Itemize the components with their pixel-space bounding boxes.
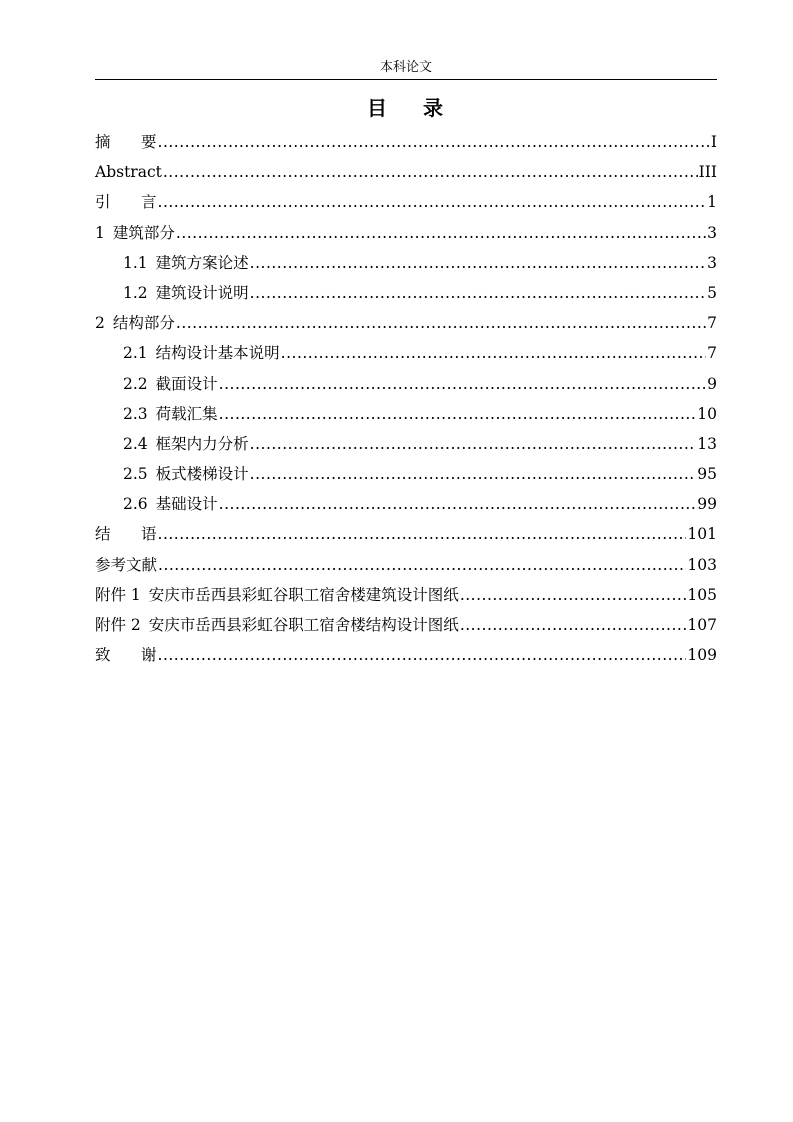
dot-leader xyxy=(158,187,707,217)
toc-entry-text-second: 语 xyxy=(141,525,157,544)
dot-leader xyxy=(158,550,686,580)
toc-entry-text: 板式楼梯设计 xyxy=(155,465,249,484)
toc-entry-page-number: 107 xyxy=(687,616,717,634)
toc-entry-label xyxy=(95,308,175,338)
toc-entry-text-first: 结 xyxy=(95,525,111,544)
toc-entry-text-second: 谢 xyxy=(141,646,157,665)
toc-entry-number: 2.6 xyxy=(123,495,148,514)
toc-entry-text: 安庆市岳西县彩虹谷职工宿舍楼建筑设计图纸 xyxy=(148,585,459,604)
toc-entry-number: 2.5 xyxy=(123,465,148,484)
toc-entry[interactable] xyxy=(95,429,717,459)
toc-entry-number: 1.2 xyxy=(123,283,148,302)
toc-title-left: 目 xyxy=(367,96,389,120)
toc-entry-text-first: 引 xyxy=(95,193,111,212)
toc-entry-text: Abstract xyxy=(95,163,162,182)
toc-entry[interactable] xyxy=(95,489,717,519)
toc-entry-label xyxy=(123,429,249,459)
toc-entry-label xyxy=(95,187,157,217)
toc-entry-page-number: 13 xyxy=(697,434,717,453)
toc-entry-number: 2 xyxy=(95,314,105,333)
dot-leader xyxy=(219,369,706,399)
dot-leader xyxy=(158,640,687,670)
header-rule xyxy=(95,79,717,80)
toc-entry-label xyxy=(123,399,218,429)
toc-entry-text: 建筑方案论述 xyxy=(155,253,249,272)
toc-entry[interactable] xyxy=(95,369,717,399)
toc-entry-number: 1 xyxy=(95,223,105,242)
toc-entry-number: 2.4 xyxy=(123,434,148,453)
toc-entry-label xyxy=(123,278,249,308)
toc-entry-text: 截面设计 xyxy=(155,374,218,393)
toc-entry-text: 基础设计 xyxy=(155,495,218,514)
toc-entry-number: 1.1 xyxy=(123,253,148,272)
toc-entry-label xyxy=(123,369,218,399)
toc-entry-page-number: 1 xyxy=(707,193,717,212)
dot-leader xyxy=(176,308,706,338)
toc-entry-page-number: 7 xyxy=(707,314,717,333)
toc-entry-label xyxy=(95,157,162,187)
dot-leader xyxy=(460,580,687,610)
toc-entry-number: 附件 1 xyxy=(95,585,141,604)
toc-entry-text: 建筑部分 xyxy=(112,223,175,242)
toc-entry-page-number: I xyxy=(710,133,717,151)
toc-entry-page-number: 3 xyxy=(707,223,717,242)
dot-leader xyxy=(250,459,697,489)
toc-entry-page-number: 10 xyxy=(697,404,717,423)
toc-entry-text: 荷载汇集 xyxy=(155,404,218,423)
toc-entry-number: 2.3 xyxy=(123,404,148,423)
dot-leader xyxy=(281,338,706,368)
dot-leader xyxy=(250,429,697,459)
toc-entry-page-number: 101 xyxy=(687,525,717,544)
toc-entry-label xyxy=(123,338,280,368)
toc-entry-text: 参考文献 xyxy=(95,555,158,574)
toc-entry-number: 2.1 xyxy=(123,344,148,363)
toc-entry-page-number: 5 xyxy=(707,283,717,302)
toc-entry-text: 结构部分 xyxy=(112,314,175,333)
toc-entry-page-number: 105 xyxy=(687,585,717,604)
toc-entry-number: 附件 2 xyxy=(95,616,141,634)
toc-entry[interactable] xyxy=(95,399,717,429)
toc-entry[interactable] xyxy=(95,308,717,338)
dot-leader xyxy=(250,248,706,278)
toc-entry-page-number: 3 xyxy=(707,253,717,272)
running-header: 本科论文 xyxy=(379,60,432,75)
toc-entry-label xyxy=(123,459,249,489)
toc-entry[interactable] xyxy=(95,248,717,278)
toc-entry[interactable] xyxy=(95,580,717,610)
toc-entry-text: 安庆市岳西县彩虹谷职工宿舍楼结构设计图纸 xyxy=(148,616,459,634)
toc-title-right: 录 xyxy=(423,96,445,120)
dot-leader xyxy=(250,278,706,308)
toc-entry[interactable] xyxy=(95,610,717,640)
toc-title xyxy=(95,94,717,122)
toc-entry-page-number: 109 xyxy=(687,646,717,665)
toc-entry-page-number: 9 xyxy=(707,374,717,393)
toc-entry-label xyxy=(95,218,175,248)
toc-entry[interactable] xyxy=(95,187,717,217)
dot-leader xyxy=(158,519,687,549)
toc-entry-label xyxy=(95,610,459,640)
toc-entry[interactable] xyxy=(95,459,717,489)
toc-entry-text-second: 要 xyxy=(141,133,157,151)
toc-entry-label xyxy=(95,127,157,157)
toc-entry[interactable] xyxy=(95,127,717,157)
toc-entry-label xyxy=(95,550,157,580)
toc-entry-page-number: III xyxy=(698,163,717,182)
toc-entry[interactable] xyxy=(95,218,717,248)
toc-entry-label xyxy=(95,519,157,549)
dot-leader xyxy=(219,399,697,429)
dot-leader xyxy=(158,127,710,157)
toc-entry-text: 结构设计基本说明 xyxy=(155,344,280,363)
toc-entry[interactable] xyxy=(95,157,717,187)
dot-leader xyxy=(219,489,697,519)
dot-leader xyxy=(163,157,698,187)
toc-entry-text: 建筑设计说明 xyxy=(155,283,249,302)
table-of-contents xyxy=(95,127,717,670)
toc-entry-page-number: 7 xyxy=(707,344,717,363)
toc-entry-page-number: 95 xyxy=(697,465,717,484)
toc-entry-text-first: 致 xyxy=(95,646,111,665)
toc-entry-text-second: 言 xyxy=(141,193,157,212)
toc-entry[interactable] xyxy=(95,550,717,580)
toc-entry[interactable] xyxy=(95,278,717,308)
toc-entry-label xyxy=(95,580,459,610)
toc-entry-page-number: 99 xyxy=(697,495,717,514)
toc-entry-label xyxy=(123,248,249,278)
toc-entry[interactable] xyxy=(95,338,717,368)
dot-leader xyxy=(460,610,687,640)
toc-entry-number: 2.2 xyxy=(123,374,148,393)
toc-entry[interactable] xyxy=(95,640,717,670)
dot-leader xyxy=(176,218,706,248)
toc-entry-text-first: 摘 xyxy=(95,133,111,151)
toc-entry-text: 框架内力分析 xyxy=(155,434,249,453)
toc-entry-label xyxy=(123,489,218,519)
toc-entry[interactable] xyxy=(95,519,717,549)
toc-entry-page-number: 103 xyxy=(687,555,717,574)
toc-entry-label xyxy=(95,640,157,670)
